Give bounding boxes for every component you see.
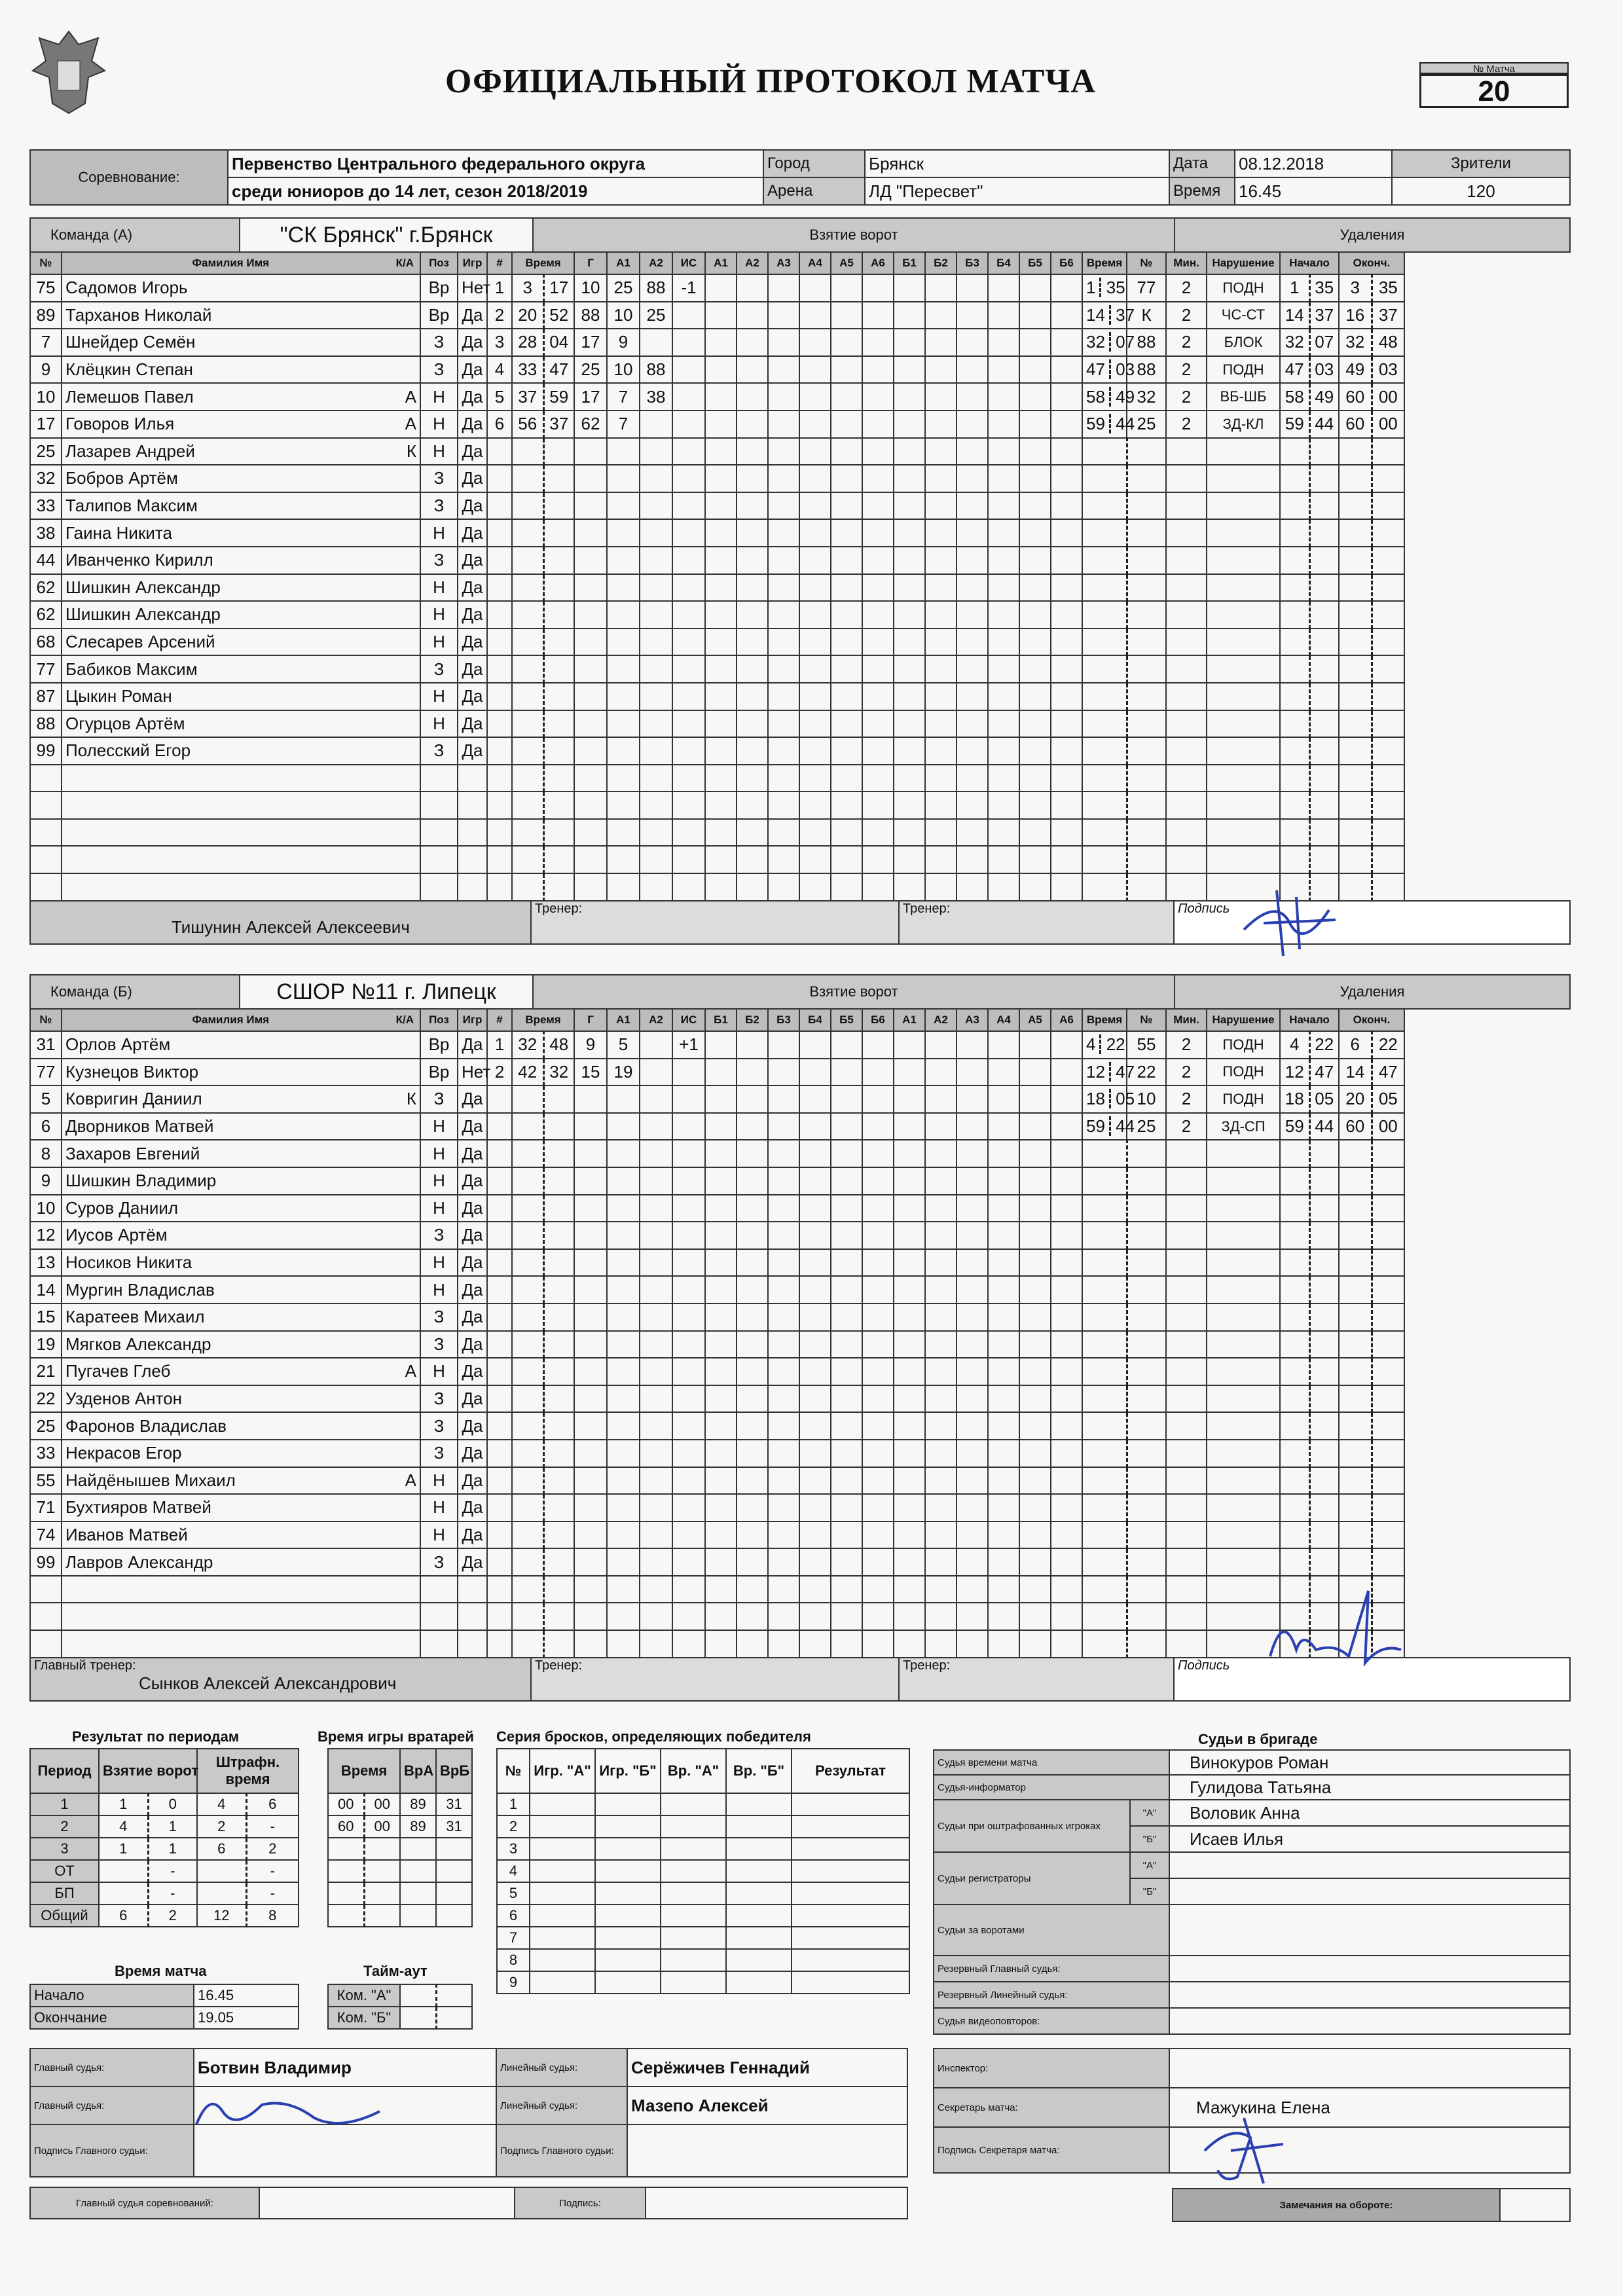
match-number: 20 bbox=[1419, 74, 1569, 108]
player-row: 6 Дворников Матвей Н Да 59 44 25 2 ЗД-СП 59 44 60 00 bbox=[30, 1113, 1404, 1140]
match-time-title: Время матча bbox=[115, 1963, 207, 1979]
shootout-title: Серия бросков, определяющих победителя bbox=[496, 1728, 811, 1745]
penalty-time-header: Штрафн. время bbox=[197, 1749, 299, 1793]
player-row: 12 Иусов Артём З Да bbox=[30, 1222, 1404, 1249]
time-value: 16.45 bbox=[1235, 177, 1392, 205]
period-row: 1 1 0 4 6 bbox=[30, 1793, 299, 1815]
goalie-time-header: Время bbox=[328, 1749, 400, 1793]
player-row: 31 Орлов Артём Вр Да 1 32 48 9 5 +1 4 22 55 2 ПОДН 4 22 6 22 bbox=[30, 1031, 1404, 1059]
periods-table bbox=[29, 1748, 299, 1927]
officials-table: Главный судья: Ботвин Владимир Линейный судья: Серёжичев Геннадий Главный судья: Линейный судья: Мазепо Алексей Подпись Главного судьи: Подпись Главного судьи: bbox=[29, 2048, 908, 2178]
team-name: "СК Брянск" г.Брянск bbox=[240, 218, 533, 252]
goal-judges-label: Судьи за воротами bbox=[934, 1904, 1169, 1956]
goalie-b-header: ВрБ bbox=[436, 1749, 472, 1793]
match-info-table bbox=[29, 149, 1571, 206]
start-label: Начало bbox=[30, 1984, 194, 2007]
remarks-label: Замечания на обороте: bbox=[1173, 2189, 1500, 2221]
player-row: 9 Клёцкин Степан З Да 4 33 47 25 10 88 47 03 88 2 ПОДН 47 03 49 03 bbox=[30, 356, 1404, 384]
player-row: 8 Захаров Евгений Н Да bbox=[30, 1140, 1404, 1167]
team_a-header bbox=[29, 217, 1571, 253]
spectators-value: 120 bbox=[1392, 177, 1570, 205]
competition-label: Соревнование: bbox=[30, 150, 228, 205]
player-row bbox=[30, 819, 1404, 847]
inspector-label: Инспектор: bbox=[934, 2049, 1169, 2088]
chief-ref-label: Главный судья соревнований: bbox=[30, 2187, 259, 2219]
player-row: 77 Кузнецов Виктор Вр Нет 2 42 32 15 19 12 47 22 2 ПОДН 12 47 14 47 bbox=[30, 1059, 1404, 1086]
player-row: 17 Говоров Илья А Н Да 6 56 37 62 7 59 44 25 2 ЗД-КЛ 59 44 60 00 bbox=[30, 410, 1404, 438]
shootout-table: № Игр. "А" Игр. "Б" Вр. "А" Вр. "Б" Результат 1 2 3 4 5 6 7 8 9 bbox=[496, 1748, 910, 1994]
main-ref-label: Главный судья: bbox=[30, 2049, 194, 2086]
player-row bbox=[30, 765, 1404, 792]
player-row bbox=[30, 1603, 1404, 1630]
player-row: 62 Шишкин Александр Н Да bbox=[30, 601, 1404, 629]
player-row: 13 Носиков Никита Н Да bbox=[30, 1249, 1404, 1277]
penalties-section-label: Удаления bbox=[1175, 218, 1570, 252]
timeout-a-label: Ком. "А" bbox=[328, 1984, 400, 2007]
team_a-coach-row: Тишунин Алексей Алексеевич Тренер: Тренер: Подпись bbox=[29, 900, 1571, 945]
player-row: 77 Бабиков Максим З Да bbox=[30, 655, 1404, 683]
player-row: 68 Слесарев Арсений Н Да bbox=[30, 629, 1404, 656]
periods-title: Результат по периодам bbox=[72, 1728, 240, 1745]
goals-header: Взятие ворот bbox=[99, 1749, 197, 1793]
page-title: ОФИЦИАЛЬНЫЙ ПРОТОКОЛ МАТЧА bbox=[445, 63, 1096, 100]
goalies-table bbox=[327, 1748, 473, 1927]
coach-name: Сынков Алексей Александрович bbox=[139, 1673, 397, 1693]
team_b-table: № Фамилия Имя К/А Поз Игр # Время Г А1 А2 ИС Б1 Б2 Б3 Б4 Б5 Б6 А1 А2 А3 А4 А5 А6 Время № Мин. Нарушение Начало Оконч. 31 Орлов Артём Вр Да 1 32 48 9 5 +1 4 22 55 2 ПОДН 4 22 6 22 77 Кузнецов Виктор Вр Нет 2 42 32 15 19 12 47 22 2 ПОДН 12 47 14 47 5 Ковригин Даниил К З Да 18 05 10 2 ПОДН 18 05 20 05 6 Дворников Матвей Н Да 59 44 25 2 ЗД-СП 59 44 60 00 8 Захаров Евгений Н Да 9 Шишкин Владимир Н Да 10 Суров Даниил Н Да 12 Иусов Артём З Да 13 Носиков Никита Н Да 14 Мургин Владислав Н Да 15 Каратеев Михаил З Да 19 Мягков Александр З Да 21 Пугачев Глеб А Н Да 22 Узденов Антон З Да 25 Фаронов Владислав З Да 33 Некрасов Егор З Да 55 Найдёнышев Михаил А Н Да 71 Бухтияров Матвей Н Да 74 Иванов Матвей Н Да 99 Лавров Александр З Да bbox=[29, 1008, 1405, 1658]
player-row bbox=[30, 846, 1404, 873]
shootout-row: 4 bbox=[497, 1860, 909, 1882]
secretary-label: Секретарь матча: bbox=[934, 2088, 1169, 2127]
timekeeper-name: Винокуров Роман bbox=[1169, 1750, 1570, 1775]
competition-line2: среди юниоров до 14 лет, сезон 2018/2019 bbox=[228, 177, 763, 205]
goalies-title: Время игры вратарей bbox=[318, 1728, 474, 1745]
shootout-row: 9 bbox=[497, 1971, 909, 1994]
city-label: Город bbox=[763, 150, 865, 177]
arena-label: Арена bbox=[763, 177, 865, 205]
secretary-signature bbox=[1192, 2111, 1296, 2190]
player-row: 15 Каратеев Михаил З Да bbox=[30, 1303, 1404, 1331]
match-no-label: № Матча bbox=[1419, 62, 1569, 74]
goals-section-label: Взятие ворот bbox=[533, 218, 1175, 252]
player-row: 25 Лазарев Андрей К Н Да bbox=[30, 438, 1404, 465]
shootout-row: 3 bbox=[497, 1838, 909, 1860]
coach-b-signature bbox=[1257, 1584, 1414, 1676]
main-ref-1: Ботвин Владимир bbox=[194, 2049, 496, 2086]
line-ref-1: Серёжичев Геннадий bbox=[627, 2049, 907, 2086]
player-row bbox=[30, 873, 1404, 901]
period-row: Общий 6 2 12 8 bbox=[30, 1904, 299, 1927]
player-row: 88 Огурцов Артём Н Да bbox=[30, 710, 1404, 738]
timeout-b-label: Ком. "Б" bbox=[328, 2007, 400, 2029]
player-row: 74 Иванов Матвей Н Да bbox=[30, 1522, 1404, 1549]
goalie-row bbox=[328, 1860, 472, 1882]
arena-value: ЛД "Пересвет" bbox=[865, 177, 1169, 205]
reserve-main-label: Резервный Главный судья: bbox=[934, 1956, 1169, 1982]
player-row: 25 Фаронов Владислав З Да bbox=[30, 1412, 1404, 1440]
player-row: 14 Мургин Владислав Н Да bbox=[30, 1276, 1404, 1303]
shootout-row: 7 bbox=[497, 1927, 909, 1949]
city-value: Брянск bbox=[865, 150, 1169, 177]
goalie-a-header: ВрА bbox=[400, 1749, 436, 1793]
player-row: 44 Иванченко Кирилл З Да bbox=[30, 547, 1404, 574]
chief-ref-table bbox=[29, 2187, 908, 2219]
main-ref-signature bbox=[183, 2079, 406, 2138]
coach-name: Тишунин Алексей Алексеевич bbox=[172, 917, 410, 937]
end-value: 19.05 bbox=[194, 2007, 299, 2029]
match-time-table bbox=[29, 1984, 299, 2030]
registrars-label: Судьи регистраторы bbox=[934, 1852, 1130, 1904]
referees-title: Судьи в бригаде bbox=[1198, 1731, 1318, 1747]
player-row: 99 Полесский Егор З Да bbox=[30, 737, 1404, 765]
player-row: 89 Тарханов Николай Вр Да 2 20 52 88 10 25 14 37 К 2 ЧС-СТ 14 37 16 37 bbox=[30, 302, 1404, 329]
video-judge-label: Судья видеоповторов: bbox=[934, 2008, 1169, 2034]
informer-name: Гулидова Татьяна bbox=[1169, 1775, 1570, 1800]
shootout-row: 2 bbox=[497, 1815, 909, 1838]
team_b-header bbox=[29, 974, 1571, 1010]
eagle-emblem-icon bbox=[26, 25, 111, 117]
period-row: БП - - bbox=[30, 1882, 299, 1904]
penalty-b-label: "Б" bbox=[1130, 1826, 1169, 1852]
line-ref-2: Мазепо Алексей bbox=[627, 2086, 907, 2124]
player-row: 75 Садомов Игорь Вр Нет 1 3 17 10 25 88 -1 1 35 77 2 ПОДН 1 35 3 35 bbox=[30, 274, 1404, 302]
player-row: 38 Гаина Никита Н Да bbox=[30, 519, 1404, 547]
main-sign-label-1: Подпись Главного судьи: bbox=[30, 2124, 194, 2177]
goalie-row bbox=[328, 1882, 472, 1904]
penalty-b-name: Исаев Илья bbox=[1169, 1826, 1570, 1852]
competition-line1: Первенство Центрального федерального округа bbox=[228, 150, 763, 177]
main-sign-label-2: Подпись Главного судьи: bbox=[496, 2124, 627, 2177]
period-row: 2 4 1 2 - bbox=[30, 1815, 299, 1838]
player-row bbox=[30, 1576, 1404, 1603]
remarks-table bbox=[1172, 2188, 1571, 2222]
team_a-table: № Фамилия Имя К/А Поз Игр # Время Г А1 А2 ИС А1 А2 А3 А4 А5 А6 Б1 Б2 Б3 Б4 Б5 Б6 Время № Мин. Нарушение Начало Оконч. 75 Садомов Игорь Вр Нет 1 3 17 10 25 88 -1 1 35 77 2 ПОДН 1 35 3 35 89 Тарханов Николай Вр Да 2 20 52 88 10 25 14 37 К 2 ЧС-СТ 14 37 16 37 7 Шнейдер Семён З Да 3 28 04 17 9 32 07 88 2 БЛОК 32 07 32 48 9 Клёцкин Степан З Да 4 33 47 25 10 88 47 03 88 2 ПОДН 47 03 49 03 10 Лемешов Павел А Н Да 5 37 59 17 7 38 58 49 32 2 ВБ-ШБ 58 49 60 00 17 Говоров Илья А Н Да 6 56 37 62 7 59 44 25 2 ЗД-КЛ 59 44 60 00 25 Лазарев Андрей К Н Да 32 Бобров Артём З Да 33 Талипов Максим З Да 38 Гаина Никита Н Да 44 Иванченко Кирилл З Да 62 Шишкин Александр Н Да 62 Шишкин Александр Н Да 68 Слесарев Арсений Н Да 77 Бабиков Максим З Да 87 Цыкин Роман Н Да 88 Огурцов Артём Н Да 99 Полесский Егор З Да bbox=[29, 251, 1405, 902]
player-row: 10 Суров Даниил Н Да bbox=[30, 1195, 1404, 1222]
reserve-line-label: Резервный Линейный судья: bbox=[934, 1982, 1169, 2008]
secretary-sign-label: Подпись Секретаря матча: bbox=[934, 2127, 1169, 2173]
chief-sign-label: Подпись: bbox=[515, 2187, 646, 2219]
goalie-row bbox=[328, 1904, 472, 1927]
period-header: Период bbox=[30, 1749, 99, 1793]
penalties-section-label: Удаления bbox=[1175, 975, 1570, 1009]
spectators-label: Зрители bbox=[1392, 150, 1570, 177]
date-label: Дата bbox=[1169, 150, 1235, 177]
player-row bbox=[30, 1630, 1404, 1658]
player-row: 21 Пугачев Глеб А Н Да bbox=[30, 1358, 1404, 1385]
player-row: 10 Лемешов Павел А Н Да 5 37 59 17 7 38 58 49 32 2 ВБ-ШБ 58 49 60 00 bbox=[30, 383, 1404, 410]
line-ref-label: Линейный судья: bbox=[496, 2049, 627, 2086]
team_b-coach-row: Главный тренер: Сынков Алексей Александрович Тренер: Тренер: Подпись bbox=[29, 1657, 1571, 1702]
penalty-a-name: Воловик Анна bbox=[1169, 1800, 1570, 1826]
shootout-row: 6 bbox=[497, 1904, 909, 1927]
start-value: 16.45 bbox=[194, 1984, 299, 2007]
player-row: 33 Некрасов Егор З Да bbox=[30, 1440, 1404, 1467]
informer-label: Судья-информатор bbox=[934, 1775, 1169, 1800]
date-value: 08.12.2018 bbox=[1235, 150, 1392, 177]
player-row: 9 Шишкин Владимир Н Да bbox=[30, 1167, 1404, 1195]
secretary-name: Мажукина Елена bbox=[1169, 2088, 1570, 2127]
goalie-row bbox=[328, 1838, 472, 1860]
player-row: 55 Найдёнышев Михаил А Н Да bbox=[30, 1467, 1404, 1495]
player-row: 87 Цыкин Роман Н Да bbox=[30, 683, 1404, 710]
player-row: 7 Шнейдер Семён З Да 3 28 04 17 9 32 07 88 2 БЛОК 32 07 32 48 bbox=[30, 329, 1404, 356]
player-row: 62 Шишкин Александр Н Да bbox=[30, 574, 1404, 602]
player-row: 33 Талипов Максим З Да bbox=[30, 492, 1404, 520]
referees-table: Судья времени матча Винокуров Роман Судья-информатор Гулидова Татьяна Судьи при оштрафованных игроках "А" Воловик Анна "Б" Исаев Илья Судьи регистраторы "А" "Б" Судьи за воротами Резервный Главный судья: Резервный Линейный судья: Судья видеоповторов: bbox=[933, 1749, 1571, 2035]
end-label: Окончание bbox=[30, 2007, 194, 2029]
period-row: ОТ - - bbox=[30, 1860, 299, 1882]
penalty-judges-label: Судьи при оштрафованных игроках bbox=[934, 1800, 1130, 1852]
player-row bbox=[30, 792, 1404, 819]
player-row: 5 Ковригин Даниил К З Да 18 05 10 2 ПОДН 18 05 20 05 bbox=[30, 1085, 1404, 1113]
timeout-table bbox=[327, 1984, 473, 2030]
shootout-row: 5 bbox=[497, 1882, 909, 1904]
team-label: Команда (Б) bbox=[30, 975, 240, 1009]
period-row: 3 1 1 6 2 bbox=[30, 1838, 299, 1860]
player-row: 32 Бобров Артём З Да bbox=[30, 465, 1404, 492]
penalty-a-label: "А" bbox=[1130, 1800, 1169, 1826]
goalie-row: 60 00 89 31 bbox=[328, 1815, 472, 1838]
timekeeper-label: Судья времени матча bbox=[934, 1750, 1169, 1775]
player-row: 19 Мягков Александр З Да bbox=[30, 1331, 1404, 1358]
shootout-row: 8 bbox=[497, 1949, 909, 1971]
coach-a-signature bbox=[1237, 884, 1342, 962]
player-row: 99 Лавров Александр З Да bbox=[30, 1548, 1404, 1576]
team-label: Команда (А) bbox=[30, 218, 240, 252]
player-row: 22 Узденов Антон З Да bbox=[30, 1385, 1404, 1413]
goals-section-label: Взятие ворот bbox=[533, 975, 1175, 1009]
time-label: Время bbox=[1169, 177, 1235, 205]
team-name: СШОР №11 г. Липецк bbox=[240, 975, 533, 1009]
shootout-row: 1 bbox=[497, 1793, 909, 1815]
timeout-title: Тайм-аут bbox=[363, 1963, 428, 1979]
player-row: 71 Бухтияров Матвей Н Да bbox=[30, 1494, 1404, 1522]
goalie-row: 00 00 89 31 bbox=[328, 1793, 472, 1815]
